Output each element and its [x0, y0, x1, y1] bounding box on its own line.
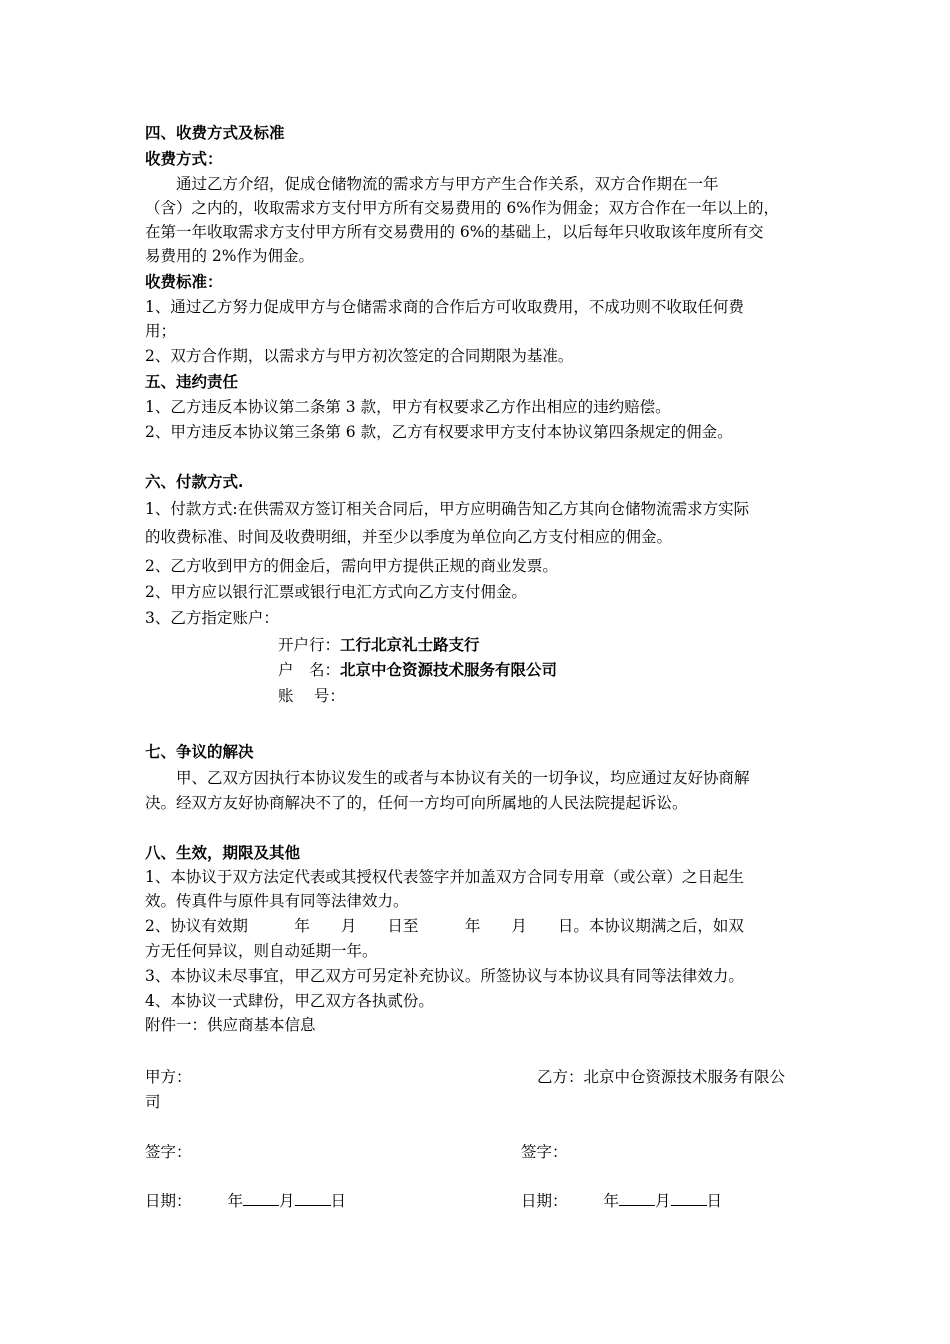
effect-line-1: 1、本协议于双方法定代表或其授权代表签字并加盖双方合同专用章（或公章）之日起生: [145, 868, 744, 886]
payment-line-3: 2、乙方收到甲方的佣金后，需向甲方提供正规的商业发票。: [145, 557, 558, 575]
party-a-month-blank: [243, 1191, 279, 1206]
fee-method-line-2: （含）之内的，收取需求方支付甲方所有交易费用的 6%作为佣金；双方合作在一年以上的，: [145, 199, 780, 217]
effect-line-3: 2、协议有效期 年 月 日至 年 月 日。本协议期满之后，如双: [145, 917, 744, 935]
party-b-sign-label: 签字：: [521, 1143, 568, 1161]
account-bank-row: [278, 635, 698, 655]
fee-method-line-4: 易费用的 2%作为佣金。: [145, 247, 315, 265]
party-b-month-blank: [619, 1191, 655, 1206]
section-6-heading: 六、付款方式.: [145, 472, 244, 491]
account-number-label: 账 号：: [278, 687, 345, 705]
fee-standard-title: 收费标准：: [145, 272, 223, 291]
party-a-month: 月: [279, 1192, 295, 1210]
attachment-line: 附件一：供应商基本信息: [145, 1016, 316, 1034]
party-a-year: 年: [227, 1192, 244, 1210]
party-a-day-blank: [295, 1191, 331, 1206]
breach-line-1: 1、乙方违反本协议第二条第 3 款，甲方有权要求乙方作出相应的违约赔偿。: [145, 398, 671, 416]
party-b-day: 日: [706, 1192, 723, 1210]
section-5-heading: 五、违约责任: [145, 372, 239, 391]
account-bank-value: 工行北京礼士路支行: [340, 635, 480, 654]
party-b-label-wrap: 司: [145, 1093, 161, 1111]
dispute-line-1: 甲、乙双方因执行本协议发生的或者与本协议有关的一切争议，均应通过友好协商解: [176, 769, 750, 787]
fee-standard-line-2: 用；: [145, 322, 177, 340]
party-b-day-blank: [671, 1191, 707, 1206]
party-b-date-label: 日期：: [521, 1192, 568, 1210]
effect-line-2: 效。传真件与原件具有同等法律效力。: [145, 892, 409, 910]
payment-line-2: 的收费标准、时间及收费明细，并至少以季度为单位向乙方支付相应的佣金。: [145, 528, 673, 546]
party-a-date-label: 日期：: [145, 1192, 192, 1210]
party-a-label: 甲方：: [145, 1068, 192, 1086]
party-b-label: 乙方：北京中仓资源技术服务有限公: [537, 1068, 786, 1086]
fee-standard-line-3: 2、双方合作期，以需求方与甲方初次签定的合同期限为基准。: [145, 347, 574, 365]
account-bank-label: 开户行：: [278, 636, 341, 654]
breach-line-2: 2、甲方违反本协议第三条第 6 款，乙方有权要求甲方支付本协议第四条规定的佣金。: [145, 423, 733, 441]
party-a-day: 日: [330, 1192, 347, 1210]
section-4-heading: 四、收费方式及标准: [145, 123, 285, 142]
party-b-year: 年: [603, 1192, 620, 1210]
party-a-date-row: [145, 1191, 445, 1211]
section-8-heading: 八、生效，期限及其他: [145, 843, 301, 862]
account-name-value: 北京中仓资源技术服务有限公司: [340, 660, 558, 679]
party-a-sign-label: 签字：: [145, 1143, 192, 1161]
effect-line-5: 3、本协议未尽事宜，甲乙双方可另定补充协议。所签协议与本协议具有同等法律效力。: [145, 967, 744, 985]
fee-method-line-1: 通过乙方介绍，促成仓储物流的需求方与甲方产生合作关系，双方合作期在一年: [176, 175, 719, 193]
effect-line-4: 方无任何异议，则自动延期一年。: [145, 942, 378, 960]
fee-method-line-3: 在第一年收取需求方支付甲方所有交易费用的 6%的基础上，以后每年只收取该年度所有交: [145, 223, 764, 241]
payment-line-5: 3、乙方指定账户：: [145, 609, 279, 627]
party-b-date-row: [521, 1191, 821, 1211]
fee-method-title: 收费方式：: [145, 149, 223, 168]
dispute-line-2: 决。经双方友好协商解决不了的，任何一方均可向所属地的人民法院提起诉讼。: [145, 794, 688, 812]
party-b-month: 月: [655, 1192, 671, 1210]
section-7-heading: 七、争议的解决: [145, 742, 254, 761]
fee-standard-line-1: 1、通过乙方努力促成甲方与仓储需求商的合作后方可收取费用，不成功则不收取任何费: [145, 298, 744, 316]
account-name-label: 户 名：: [278, 661, 341, 679]
payment-line-4: 2、甲方应以银行汇票或银行电汇方式向乙方支付佣金。: [145, 583, 527, 601]
account-name-row: [278, 660, 698, 680]
payment-line-1: 1、付款方式:在供需双方签订相关合同后，甲方应明确告知乙方其向仓储物流需求方实际: [145, 500, 750, 518]
account-number-row: [278, 686, 698, 706]
effect-line-6: 4、本协议一式肆份，甲乙双方各执贰份。: [145, 992, 434, 1010]
